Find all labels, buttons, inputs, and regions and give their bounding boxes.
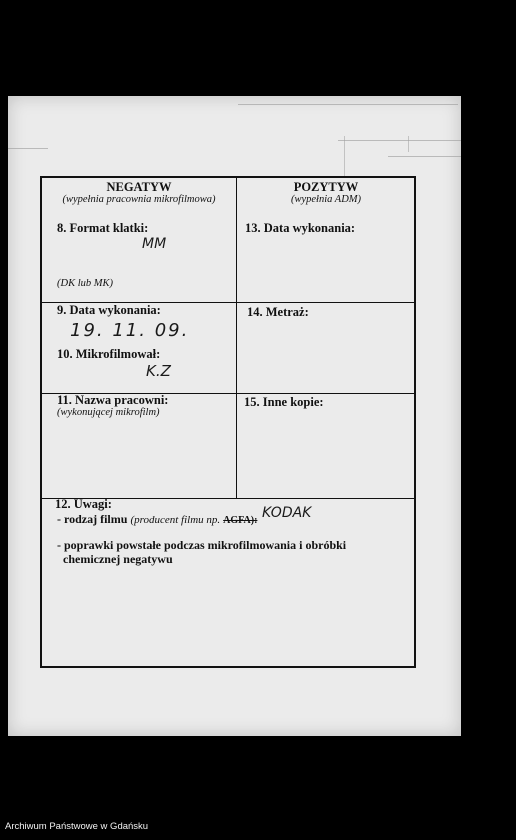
- scan-streak: [408, 136, 409, 152]
- scan-streak: [388, 156, 461, 157]
- uwagi-label: 12. Uwagi:: [55, 497, 112, 511]
- scan-streak: [338, 140, 461, 141]
- pozytyw-title: POZYTYW: [293, 180, 359, 194]
- archive-footer: Archiwum Państwowe w Gdańsku: [5, 821, 149, 832]
- pozytyw-data-label: 13. Data wykonania:: [245, 221, 356, 235]
- mikrofilmowal-label: 10. Mikrofilmował:: [57, 347, 161, 361]
- nazwa-pracowni-label: 11. Nazwa pracowni:: [57, 393, 169, 407]
- rodzaj-filmu-hint: (producent filmu np.: [130, 514, 221, 526]
- poprawki-line2: chemicznej negatywu: [63, 552, 173, 566]
- pozytyw-subtitle: (wypełnia ADM): [290, 194, 362, 205]
- format-klatki-label: 8. Format klatki:: [57, 221, 149, 235]
- scan-streak: [238, 104, 458, 105]
- negatyw-subtitle: (wypełnia pracownia mikrofilmowa): [62, 194, 216, 205]
- inne-kopie-label: 15. Inne kopie:: [244, 395, 324, 409]
- rodzaj-filmu-label: - rodzaj filmu: [57, 512, 128, 526]
- poprawki-line1: - poprawki powstałe podczas mikrofilmowania i obróbki: [57, 538, 347, 552]
- format-klatki-hint: (DK lub MK): [57, 278, 113, 289]
- rodzaj-filmu-struck: AGFA):: [223, 515, 258, 526]
- rodzaj-filmu-value: KODAK: [262, 505, 312, 521]
- scan-streak: [344, 136, 345, 176]
- scan-streak: [8, 148, 48, 149]
- mikrofilmowal-value: K.Z: [146, 362, 171, 380]
- negatyw-title: NEGATYW: [106, 180, 172, 194]
- microfilm-form: [40, 176, 416, 668]
- data-wykonania-label: 9. Data wykonania:: [57, 303, 161, 317]
- nazwa-pracowni-hint: (wykonującej mikrofilm): [57, 407, 160, 418]
- format-klatki-value: MM: [142, 236, 167, 252]
- data-wykonania-value: 19. 11. 09.: [70, 320, 190, 341]
- rodzaj-filmu-line: [57, 512, 257, 527]
- metraz-label: 14. Metraż:: [247, 305, 309, 319]
- column-divider: [236, 177, 237, 498]
